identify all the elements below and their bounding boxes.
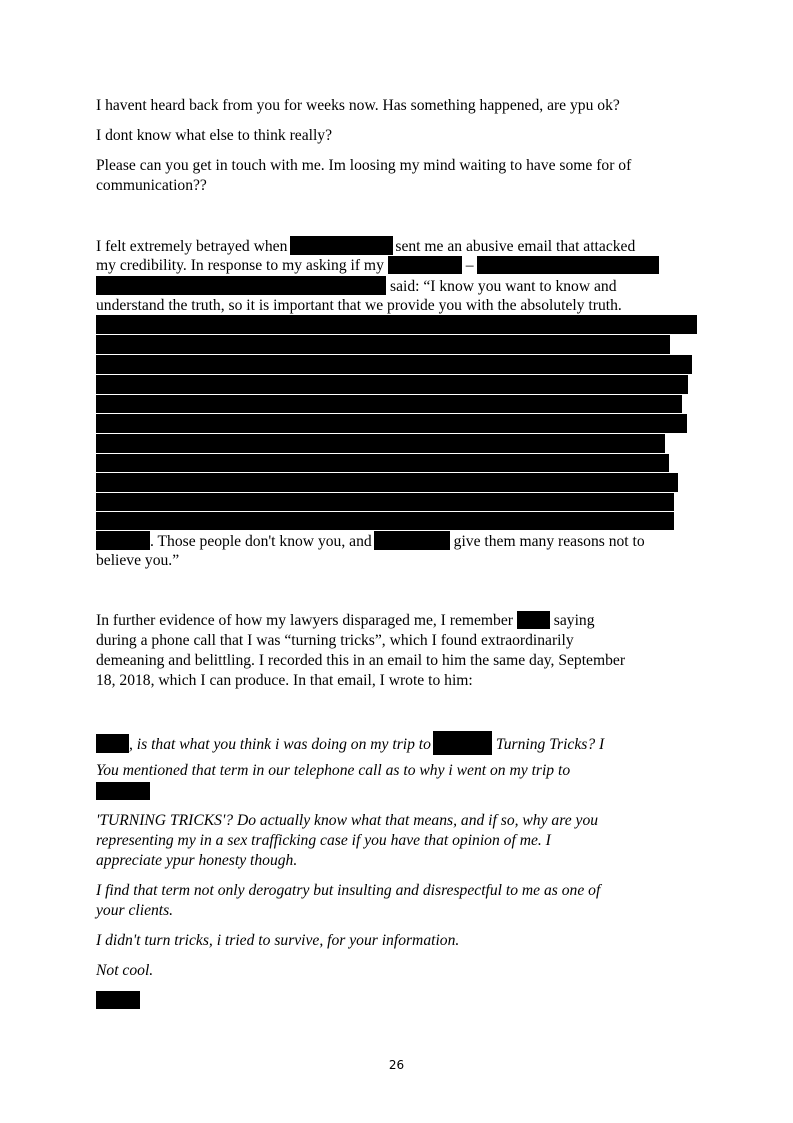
paragraph-line: understand the truth, so it is important that we provide you with the absolutely truth. (96, 297, 622, 314)
redaction-block (96, 782, 150, 800)
redaction-block (290, 236, 393, 255)
redaction-block (96, 434, 665, 453)
redaction-block (96, 315, 697, 334)
text-segment: – (465, 257, 474, 274)
text-segment: , is that what you think i was doing on my trip to (129, 736, 431, 753)
paragraph-line: demeaning and belittling. I recorded this in an email to him the same day, September (96, 652, 626, 669)
redaction-block (96, 375, 688, 394)
redaction-block (388, 256, 462, 274)
redaction-block (96, 531, 150, 550)
redaction-block (96, 395, 682, 413)
redaction-block (96, 355, 692, 374)
redaction-block (96, 335, 670, 354)
email-line: representing my in a sex trafficking case if you have that opinion of me. I (96, 832, 551, 849)
paragraph-line: believe you.” (96, 552, 180, 569)
text-segment: . Those people don't know you, and (150, 533, 372, 550)
email-line: appreciate ypur honesty though. (96, 852, 298, 869)
text-segment: Turning Tricks? I (495, 736, 605, 753)
email-line: I find that term not only derogatry but insulting and disrespectful to me as one of (96, 882, 601, 899)
message-line: Please can you get in touch with me. Im loosing my mind waiting to have some for of (96, 157, 632, 174)
paragraph-line (96, 236, 635, 257)
message-line: communication?? (96, 177, 207, 194)
paragraph-line (96, 276, 617, 297)
redaction-block (517, 611, 550, 629)
redaction-block (433, 731, 492, 755)
redaction-block (374, 531, 450, 550)
message-line: I dont know what else to think really? (96, 127, 333, 144)
paragraph-line: 18, 2018, which I can produce. In that email, I wrote to him: (96, 672, 473, 689)
paragraph-line (96, 256, 659, 276)
email-line: your clients. (96, 902, 174, 919)
text-segment: my credibility. In response to my asking if my (96, 257, 384, 274)
paragraph-line: during a phone call that I was “turning tricks”, which I found extraordinarily (96, 632, 574, 649)
text-segment: I felt extremely betrayed when (96, 238, 288, 255)
text-segment: said: “I know you want to know and (390, 278, 617, 295)
paragraph-line (96, 531, 645, 552)
redaction-block (96, 734, 129, 753)
redaction-block (477, 256, 659, 274)
redaction-block (96, 991, 140, 1009)
email-line: 'TURNING TRICKS'? Do actually know what that means, and if so, why are you (96, 812, 599, 829)
text-segment: give them many reasons not to (453, 533, 645, 550)
page-number: 26 (388, 1058, 405, 1072)
redaction-block (96, 414, 687, 433)
email-line: I didn't turn tricks, i tried to survive, for your information. (96, 932, 460, 949)
redaction-block (96, 493, 674, 511)
email-line (96, 731, 604, 755)
redaction-block (96, 512, 674, 530)
email-line: You mentioned that term in our telephone call as to why i went on my trip to (96, 762, 571, 779)
redaction-block (96, 473, 678, 492)
text-segment: saying (553, 612, 595, 629)
text-segment: sent me an abusive email that attacked (395, 238, 636, 255)
email-line: Not cool. (96, 962, 154, 979)
redaction-block (96, 454, 669, 472)
message-line: I havent heard back from you for weeks now. Has something happened, are ypu ok? (96, 97, 620, 114)
text-segment: In further evidence of how my lawyers disparaged me, I remember (96, 612, 513, 629)
paragraph-line (96, 611, 595, 631)
redaction-block (96, 276, 386, 295)
